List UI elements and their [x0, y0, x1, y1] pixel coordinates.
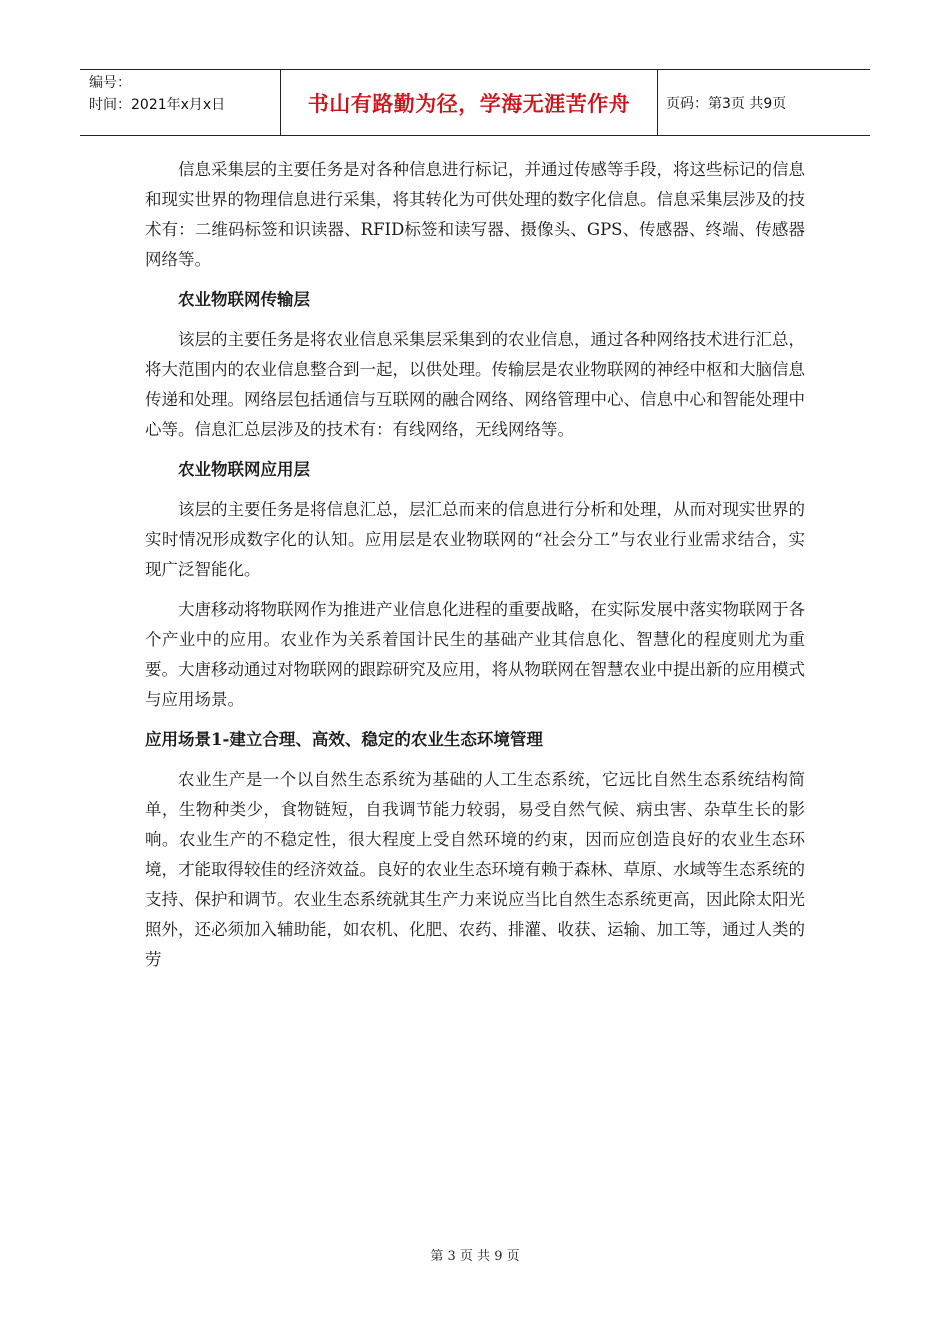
header-motto: 书山有路勤为径，学海无涯苦作舟 — [280, 70, 658, 135]
paragraph-datang-mobile: 大唐移动将物联网作为推进产业信息化进程的重要战略，在实际发展中落实物联网于各个产业中的应用。农业作为关系着国计民生的基础产业其信息化、智慧化的程度则尤为重要。大唐移动通过对物联网的跟踪研究及应用，将从物联网在智慧农业中提出新的应用模式与应用场景。 — [145, 600, 805, 709]
document-body — [145, 155, 805, 985]
paragraph-agri-ecosystem: 农业生产是一个以自然生态系统为基础的人工生态系统，它远比自然生态系统结构简单，生物种类少，食物链短，自我调节能力较弱，易受自然气候、病虫害、杂草生长的影响。农业生产的不稳定性，很大程度上受自然环境的约束，因而应创造良好的农业生态环境，才能取得较佳的经济效益。良好的农业生态环境有赖于森林、草原、水域等生态系统的支持、保护和调节。农业生态系统就其生产力来说应当比自然生态系统更高，因此除太阳光照外，还必须加入辅助能，如农机、化肥、农药、排灌、收获、运输、加工等，通过人类的劳 — [145, 770, 805, 969]
header-page-number: 页码：第3页 共9页 — [666, 95, 787, 112]
paragraph-application-layer: 该层的主要任务是将信息汇总，层汇总而来的信息进行分析和处理，从而对现实世界的实时情况形成数字化的认知。应用层是农业物联网的“社会分工”与农业行业需求结合，实现广泛智能化。 — [145, 500, 805, 579]
paragraph-collection-layer: 信息采集层的主要任务是对各种信息进行标记，并通过传感等手段，将这些标记的信息和现实世界的物理信息进行采集，将其转化为可供处理的数字化信息。信息采集层涉及的技术有：二维码标签和识读器、RFID标签和读写器、摄像头、GPS、传感器、终端、传感器网络等。 — [145, 160, 805, 269]
document-number-label: 编号： — [89, 75, 131, 91]
paragraph-transport-layer: 该层的主要任务是将农业信息采集层采集到的农业信息，通过各种网络技术进行汇总，将大范围内的农业信息整合到一起，以供处理。传输层是农业物联网的神经中枢和大脑信息传递和处理。网络层包括通信与互联网的融合网络、网络管理中心、信息中心和智能处理中心等。信息汇总层涉及的技术有：有线网络，无线网络等。 — [145, 330, 805, 439]
page-header — [80, 69, 870, 136]
subheading-application-layer: 农业物联网应用层 — [178, 460, 310, 479]
document-time-label: 时间：2021年x月x日 — [89, 97, 226, 113]
page-footer: 第 3 页 共 9 页 — [430, 1249, 520, 1264]
section-heading-scenario-1: 应用场景1-建立合理、高效、稳定的农业生态环境管理 — [145, 730, 543, 749]
subheading-transport-layer: 农业物联网传输层 — [178, 290, 310, 309]
header-meta — [80, 70, 280, 135]
